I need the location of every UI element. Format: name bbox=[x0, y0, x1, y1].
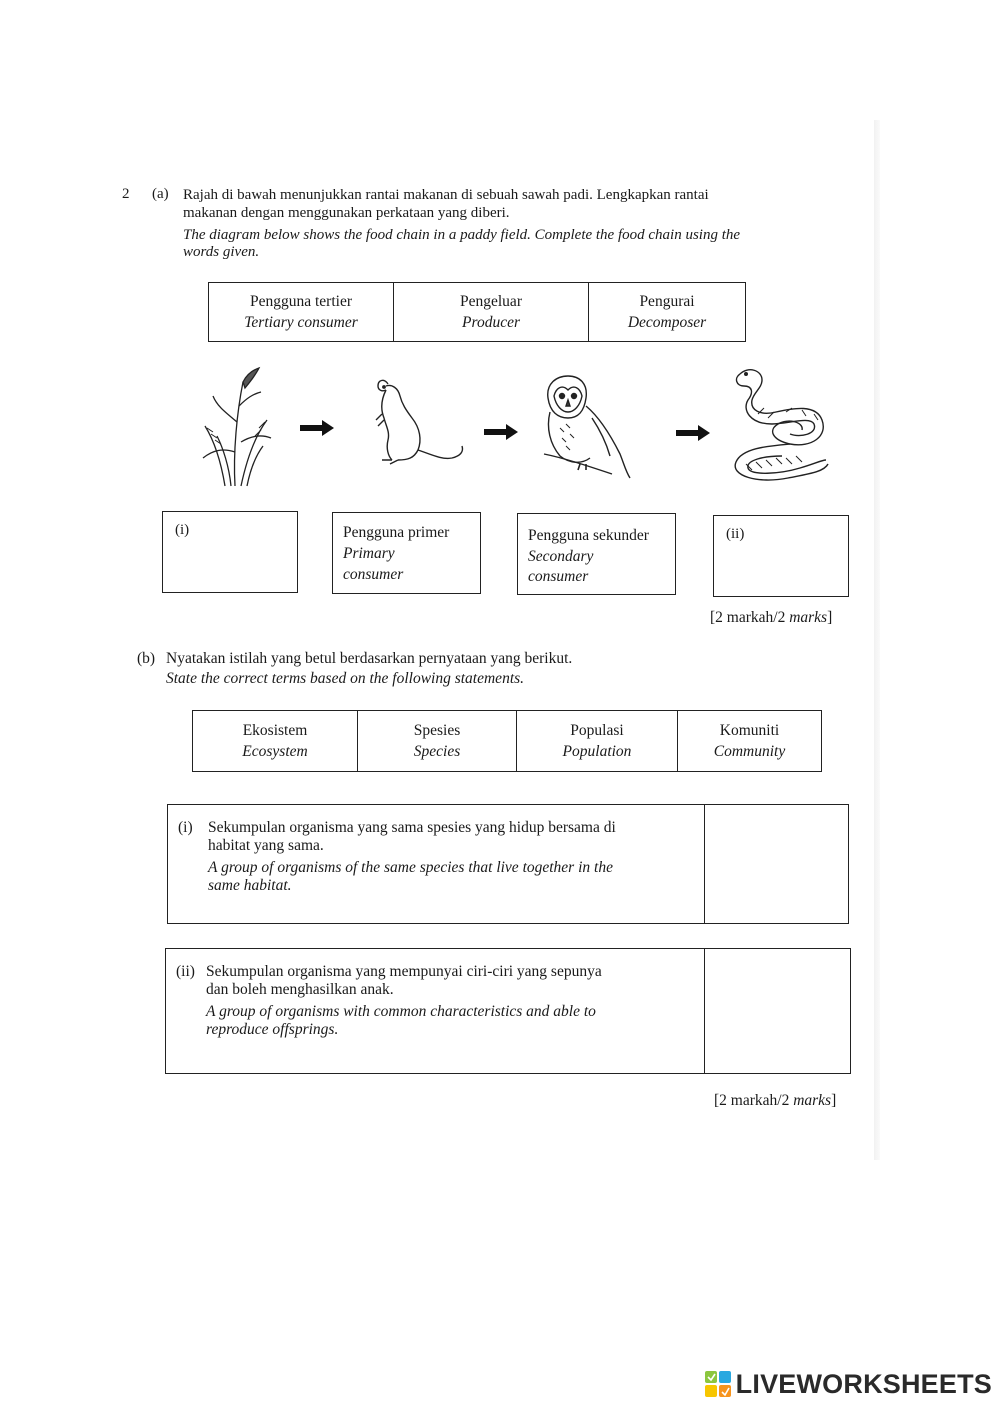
liveworksheets-logo-icon bbox=[704, 1370, 732, 1398]
marks-a bbox=[710, 609, 832, 627]
statement-text-cell bbox=[168, 805, 705, 923]
word-bank-b-cell bbox=[193, 711, 358, 772]
marks-ms: [2 markah/2 bbox=[710, 609, 790, 626]
word-bank-a-cell bbox=[209, 283, 394, 342]
statement-en-line1: A group of organisms of the same species that live together in the bbox=[208, 859, 613, 876]
snake-image bbox=[728, 364, 832, 488]
rat-image bbox=[368, 374, 468, 474]
statement-i-row bbox=[167, 804, 849, 924]
word-ms: Populasi bbox=[570, 722, 624, 739]
word-ms: Spesies bbox=[413, 722, 461, 739]
part-a-ms-line1: Rajah di bawah menunjukkan rantai makanan di sebuah sawah padi. Lengkapkan rantai bbox=[183, 187, 709, 203]
owl-image bbox=[540, 372, 636, 482]
answer-box-ii[interactable] bbox=[713, 515, 849, 597]
statement-en-line2: reproduce offsprings. bbox=[206, 1021, 339, 1038]
word-bank-a bbox=[208, 282, 746, 342]
food-chain-box-en2: consumer bbox=[343, 566, 404, 583]
word-en: Decomposer bbox=[627, 314, 707, 331]
food-chain-box-ms: Pengguna primer bbox=[343, 524, 450, 541]
part-b-ms: Nyatakan istilah yang betul berdasarkan pernyataan yang berikut. bbox=[166, 650, 573, 667]
statement-ms-line1: Sekumpulan organisma yang sama spesies yang hidup bersama di bbox=[208, 819, 616, 836]
word-en: Producer bbox=[462, 314, 520, 331]
answer-box-statement-i[interactable] bbox=[705, 805, 848, 923]
statement-ii-row bbox=[165, 948, 851, 1074]
statement-en-line1: A group of organisms with common characteristics and able to bbox=[206, 1003, 596, 1020]
word-ms: Pengurai bbox=[639, 293, 695, 310]
word-bank-a-cell bbox=[394, 283, 589, 342]
statement-body bbox=[206, 963, 694, 1039]
word-ms: Ekosistem bbox=[242, 722, 308, 739]
answer-box-statement-ii[interactable] bbox=[705, 949, 850, 1073]
answer-box-label: (ii) bbox=[726, 526, 745, 542]
word-ms: Pengguna tertier bbox=[249, 293, 352, 310]
arrow-right-icon bbox=[300, 420, 334, 436]
part-a-label: (a) bbox=[152, 186, 169, 202]
marks-end: ] bbox=[831, 1092, 837, 1109]
brand-name: LIVEWORKSHEETS bbox=[735, 1368, 992, 1399]
word-en: Ecosystem bbox=[242, 743, 308, 760]
marks-end: ] bbox=[827, 609, 833, 626]
scan-edge-shadow bbox=[874, 120, 880, 1160]
food-chain-box-en1: Secondary bbox=[528, 548, 594, 565]
word-ms: Komuniti bbox=[719, 722, 780, 739]
word-ms: Pengeluar bbox=[460, 293, 522, 310]
arrow-right-icon bbox=[484, 424, 518, 440]
part-b-label: (b) bbox=[137, 650, 156, 667]
word-bank-a-cell bbox=[589, 283, 746, 342]
part-a-en-line2: words given. bbox=[183, 244, 260, 260]
food-chain-box-primary bbox=[332, 512, 481, 594]
word-bank-b bbox=[192, 710, 822, 772]
statement-roman: (i) bbox=[178, 819, 193, 836]
answer-box-i[interactable] bbox=[162, 511, 298, 593]
answer-box-label: (i) bbox=[175, 522, 190, 538]
marks-b bbox=[714, 1092, 836, 1110]
food-chain-box-secondary bbox=[517, 513, 676, 595]
marks-en: marks bbox=[793, 1092, 832, 1109]
word-bank-b-cell bbox=[358, 711, 517, 772]
statement-roman: (ii) bbox=[176, 963, 195, 980]
word-bank-b-cell bbox=[517, 711, 678, 772]
marks-ms: [2 markah/2 bbox=[714, 1092, 794, 1109]
word-bank-b-cell bbox=[678, 711, 822, 772]
word-en: Population bbox=[562, 743, 632, 760]
food-chain-box-en1: Primary bbox=[343, 545, 395, 562]
word-en: Species bbox=[413, 743, 461, 760]
food-chain-box-en2: consumer bbox=[528, 568, 589, 585]
part-b-en: State the correct terms based on the following statements. bbox=[166, 670, 525, 687]
part-a-en-line1: The diagram below shows the food chain in a paddy field. Complete the food chain using the bbox=[183, 227, 741, 243]
statement-ms-line1: Sekumpulan organisma yang mempunyai ciri-ciri yang sepunya bbox=[206, 963, 602, 980]
arrow-right-icon bbox=[676, 425, 710, 441]
statement-ms-line2: habitat yang sama. bbox=[208, 837, 324, 854]
statement-en-line2: same habitat. bbox=[208, 877, 292, 894]
word-en: Tertiary consumer bbox=[244, 314, 358, 331]
statement-ms-line2: dan boleh menghasilkan anak. bbox=[206, 981, 394, 998]
food-chain-box-ms: Pengguna sekunder bbox=[528, 527, 649, 544]
statement-text-cell bbox=[166, 949, 705, 1073]
statement-body bbox=[208, 819, 694, 895]
marks-en: marks bbox=[789, 609, 828, 626]
part-a-ms-line2: makanan dengan menggunakan perkataan yang diberi. bbox=[183, 205, 510, 221]
paddy-plant-image bbox=[195, 362, 275, 490]
word-en: Community bbox=[713, 743, 786, 760]
footer-brand[interactable] bbox=[704, 1367, 992, 1401]
question-number: 2 bbox=[122, 186, 130, 202]
